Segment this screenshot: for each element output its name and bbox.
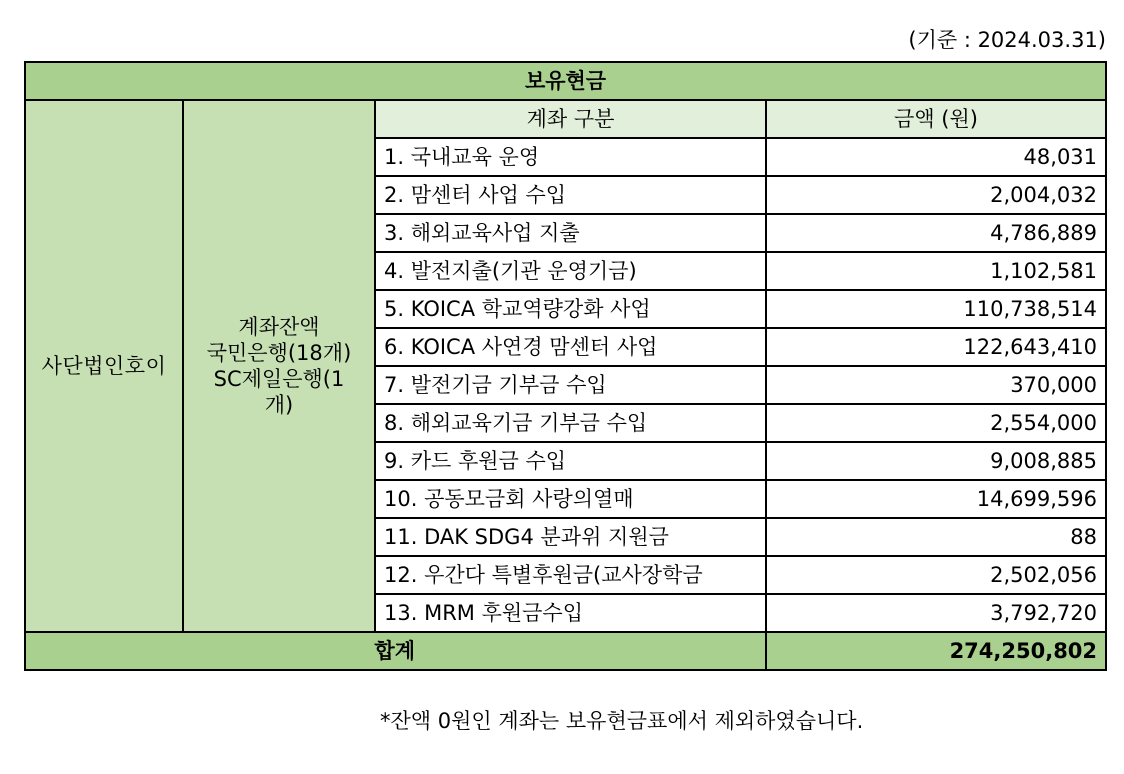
title-row — [25, 62, 1106, 100]
amount-header: 금액 (원) — [766, 100, 1106, 138]
row-amount: 2,502,056 — [766, 556, 1106, 594]
row-label: 9. 카드 후원금 수입 — [375, 442, 766, 480]
entity-name: 사단법인호이 — [25, 100, 183, 632]
row-label: 12. 우간다 특별후원금(교사장학금 — [375, 556, 766, 594]
row-label: 4. 발전지출(기관 운영기금) — [375, 252, 766, 290]
account-line: 국민은행(18개) — [206, 341, 352, 365]
total-row — [25, 632, 1106, 670]
footnote: *잔액 0원인 계좌는 보유현금표에서 제외하였습니다. — [380, 709, 864, 733]
row-amount: 88 — [766, 518, 1106, 556]
account-line: 개) — [264, 393, 294, 417]
row-amount: 370,000 — [766, 366, 1106, 404]
account-summary — [183, 100, 375, 632]
row-label: 5. KOICA 학교역량강화 사업 — [375, 290, 766, 328]
row-amount: 110,738,514 — [766, 290, 1106, 328]
row-label: 2. 맘센터 사업 수입 — [375, 176, 766, 214]
table-title: 보유현금 — [25, 62, 1106, 100]
column-header-row — [25, 100, 1106, 138]
total-label: 합계 — [25, 632, 766, 670]
row-label: 13. MRM 후원금수입 — [375, 594, 766, 632]
total-amount: 274,250,802 — [766, 632, 1106, 670]
row-amount: 4,786,889 — [766, 214, 1106, 252]
row-label: 8. 해외교육기금 기부금 수입 — [375, 404, 766, 442]
reference-date: (기준 : 2024.03.31) — [908, 28, 1106, 52]
row-label: 11. DAK SDG4 분과위 지원금 — [375, 518, 766, 556]
row-label: 6. KOICA 사연경 맘센터 사업 — [375, 328, 766, 366]
row-amount: 14,699,596 — [766, 480, 1106, 518]
row-amount: 2,004,032 — [766, 176, 1106, 214]
row-label: 3. 해외교육사업 지출 — [375, 214, 766, 252]
row-amount: 1,102,581 — [766, 252, 1106, 290]
category-header: 계좌 구분 — [375, 100, 766, 138]
row-label: 1. 국내교육 운영 — [375, 138, 766, 176]
cash-holdings-table — [24, 61, 1107, 671]
row-amount: 2,554,000 — [766, 404, 1106, 442]
row-label: 10. 공동모금회 사랑의열매 — [375, 480, 766, 518]
account-line: SC제일은행(1 — [213, 367, 345, 391]
row-amount: 48,031 — [766, 138, 1106, 176]
row-amount: 3,792,720 — [766, 594, 1106, 632]
row-label: 7. 발전기금 기부금 수입 — [375, 366, 766, 404]
row-amount: 122,643,410 — [766, 328, 1106, 366]
account-line: 계좌잔액 — [238, 315, 320, 339]
row-amount: 9,008,885 — [766, 442, 1106, 480]
